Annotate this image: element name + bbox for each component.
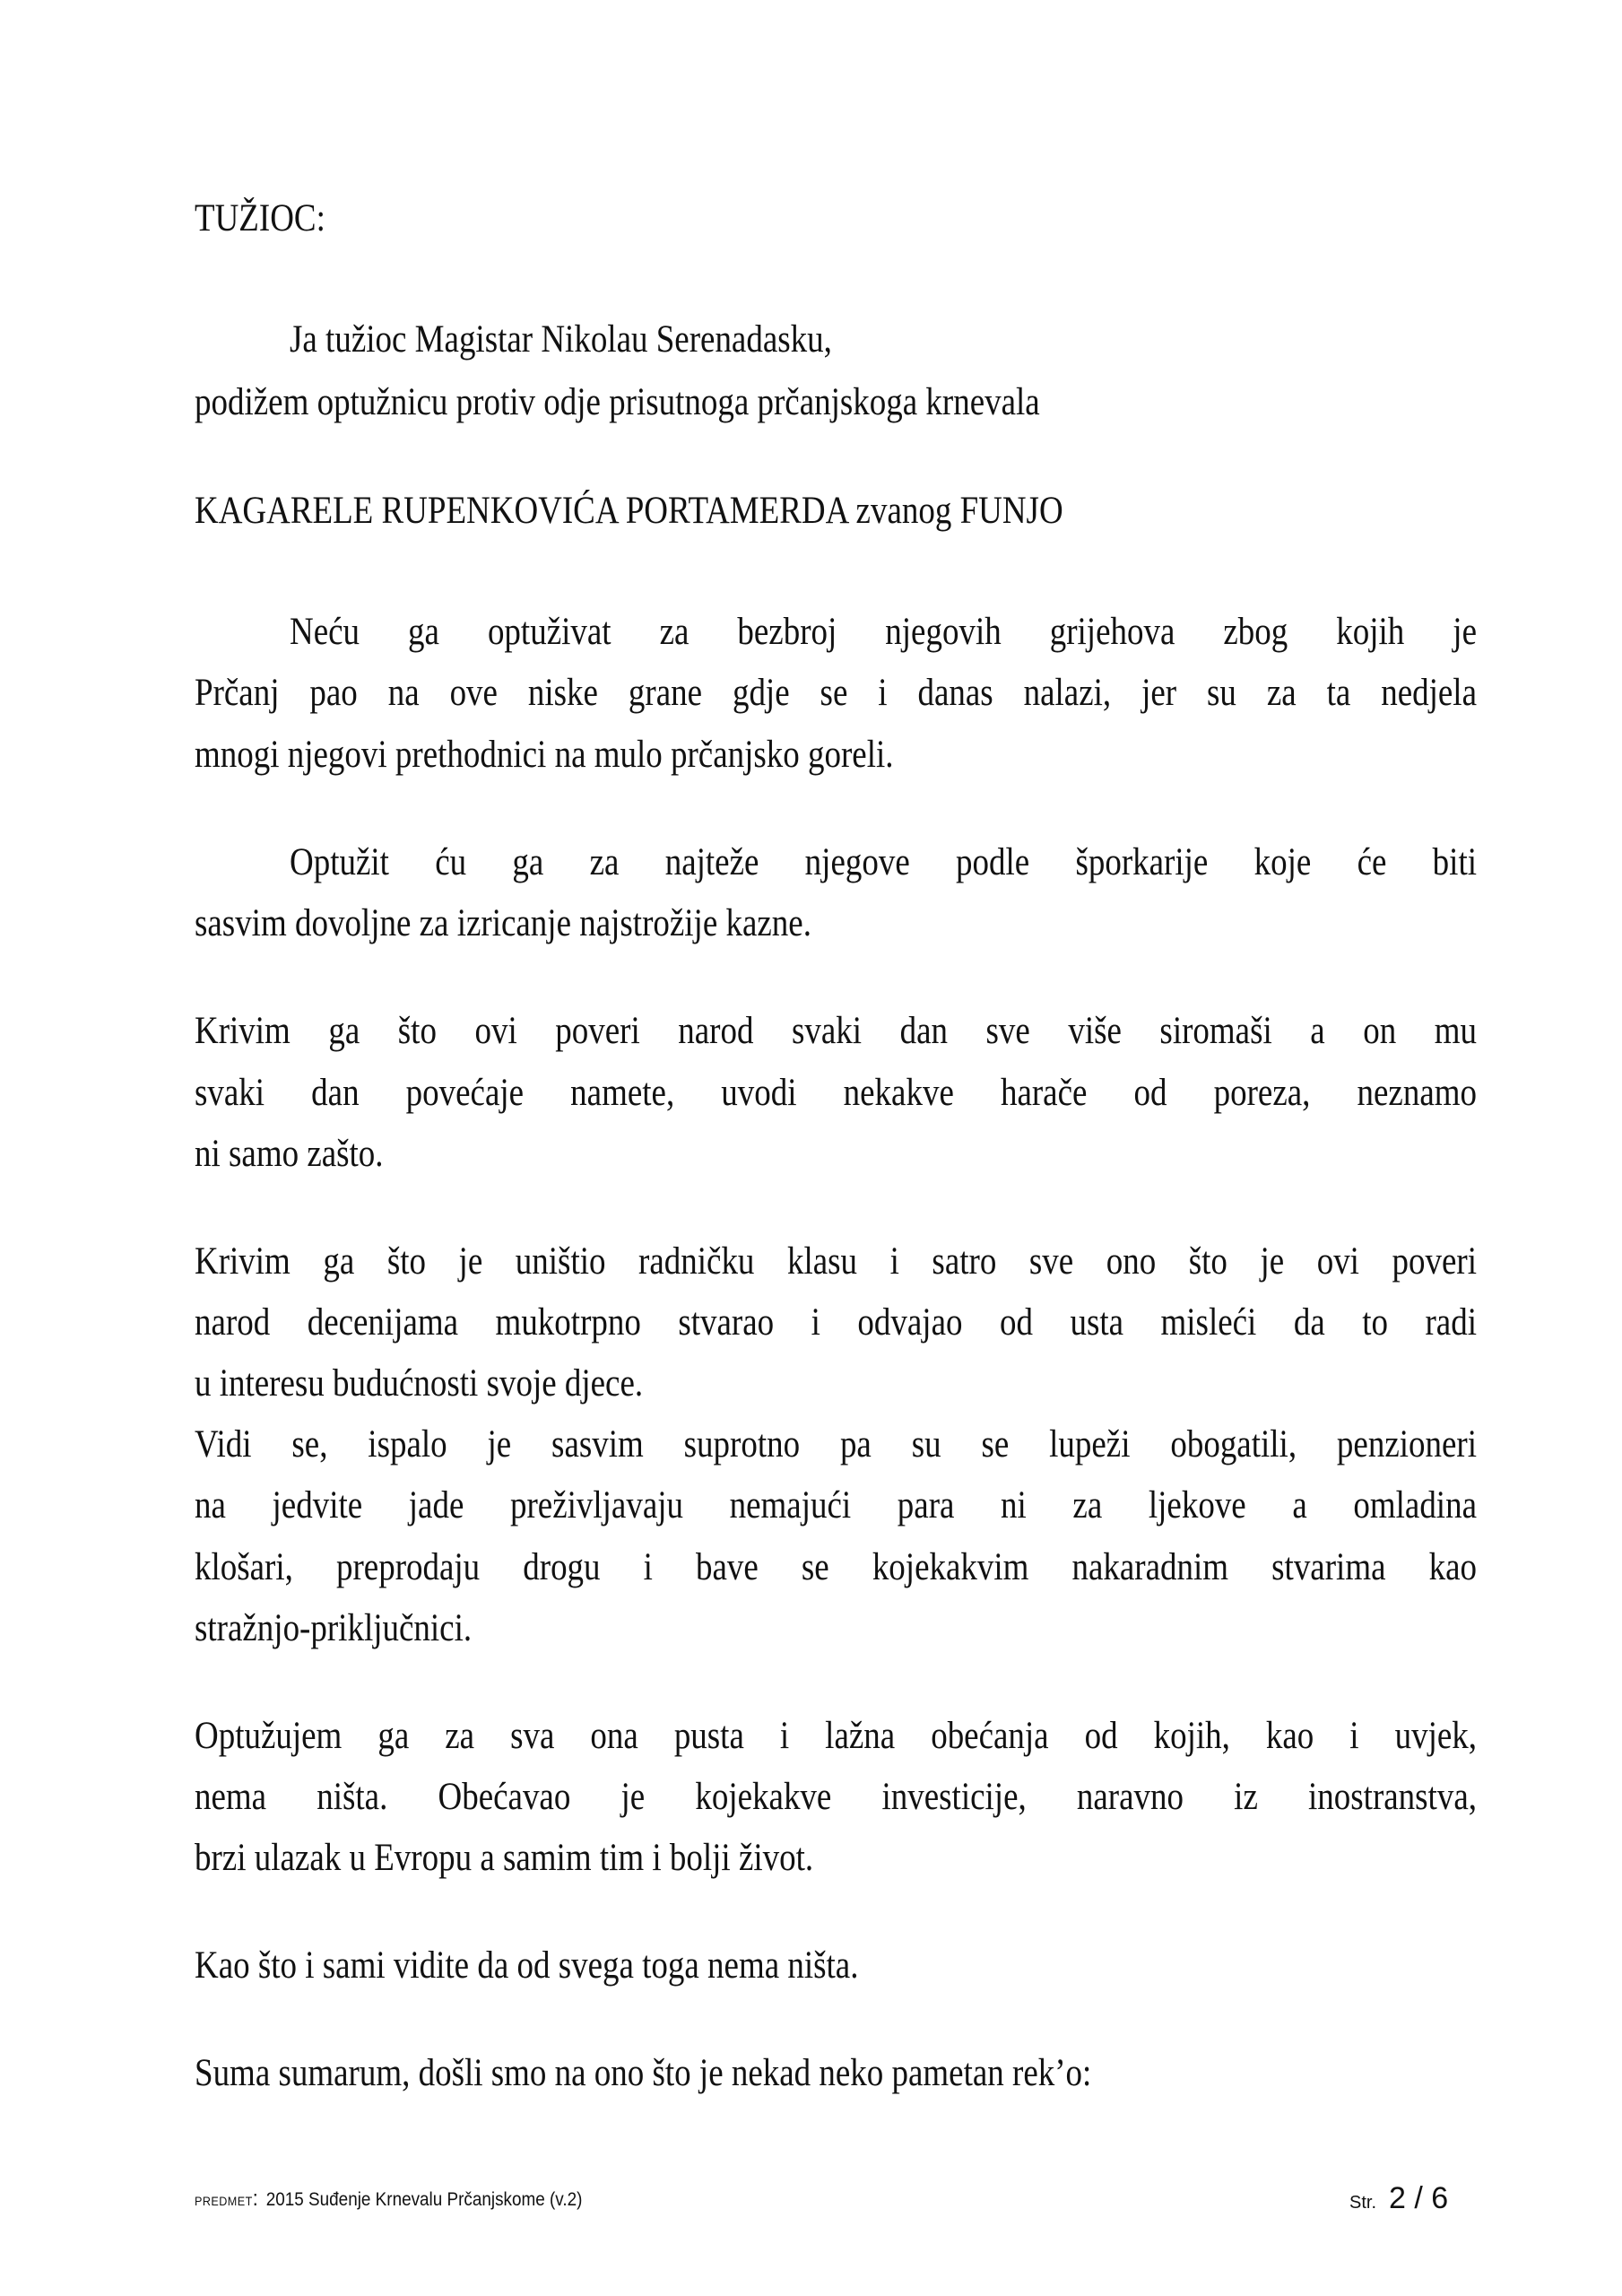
text-line: Neću ga optuživat za bezbroj njegovih grijehova zbog kojih je: [290, 611, 1477, 653]
text-line: Kao što i sami vidite da od svega toga nema ništa.: [195, 1944, 859, 1987]
text-line: mnogi njegovi prethodnici na mulo prčanjsko goreli.: [195, 734, 894, 776]
text-line: nema ništa. Obećavao je kojekakve investicije, naravno iz inostranstva,: [195, 1776, 1477, 1818]
text-line: sasvim dovoljne za izricanje najstrožije kazne.: [195, 902, 811, 944]
text-line: stražnjo-priključnici.: [195, 1607, 473, 1649]
text-line: podižem optužnicu protiv odje prisutnoga prčanjskoga krnevala: [195, 381, 1040, 423]
footer-page-number: [1349, 2181, 1448, 2216]
text-line: brzi ulazak u Evropu a samim tim i bolji život.: [195, 1837, 814, 1879]
text-line: narod decenijama mukotrpno stvarao i odvajao od usta misleći da to radi: [195, 1301, 1477, 1344]
footer-subject-colon: :: [252, 2187, 258, 2211]
text-line: u interesu budućnosti svoje djece.: [195, 1362, 644, 1405]
footer-subject-value: 2015 Suđenje Krnevalu Prčanjskome (v.2): [265, 2189, 583, 2210]
text-line: Krivim ga što ovi poveri narod svaki dan sve više siromaši a on mu: [195, 1010, 1477, 1052]
text-line: Optužujem ga za sva ona pusta i lažna obećanja od kojih, kao i uvjek,: [195, 1715, 1477, 1757]
text-line: Prčanj pao na ove niske grane gdje se i danas nalazi, jer su za ta nedjela: [195, 672, 1477, 714]
text-line: na jedvite jade preživljavaju nemajući para ni za ljekove a omladina: [195, 1484, 1477, 1526]
footer-page-label: Str.: [1349, 2193, 1377, 2213]
text-line: Krivim ga što je uništio radničku klasu i satro sve ono što je ovi poveri: [195, 1240, 1477, 1283]
footer-subject-label: PREDMET: [195, 2194, 253, 2208]
defendant-name: KAGARELE RUPENKOVIĆA PORTAMERDA zvanog FUNJO: [195, 490, 1063, 532]
text-line: Vidi se, ispalo je sasvim suprotno pa su se lupeži obogatili, penzioneri: [195, 1423, 1477, 1465]
footer-subject: [195, 2187, 582, 2212]
footer-page-value: 2 / 6: [1389, 2181, 1449, 2215]
text-line: Ja tužioc Magistar Nikolau Serenadasku,: [290, 318, 832, 361]
text-line: svaki dan povećaje namete, uvodi nekakve harače od poreza, neznamo: [195, 1072, 1477, 1114]
text-line: ni samo zašto.: [195, 1133, 384, 1175]
text-line: Optužit ću ga za najteže njegove podle šporkarije koje će biti: [290, 841, 1477, 883]
text-line: Suma sumarum, došli smo na ono što je nekad neko pametan rek’o:: [195, 2052, 1092, 2094]
text-line: klošari, preprodaju drogu i bave se kojekakvim nakaradnim stvarima kao: [195, 1546, 1477, 1588]
document-heading: TUŽIOC:: [195, 197, 325, 239]
